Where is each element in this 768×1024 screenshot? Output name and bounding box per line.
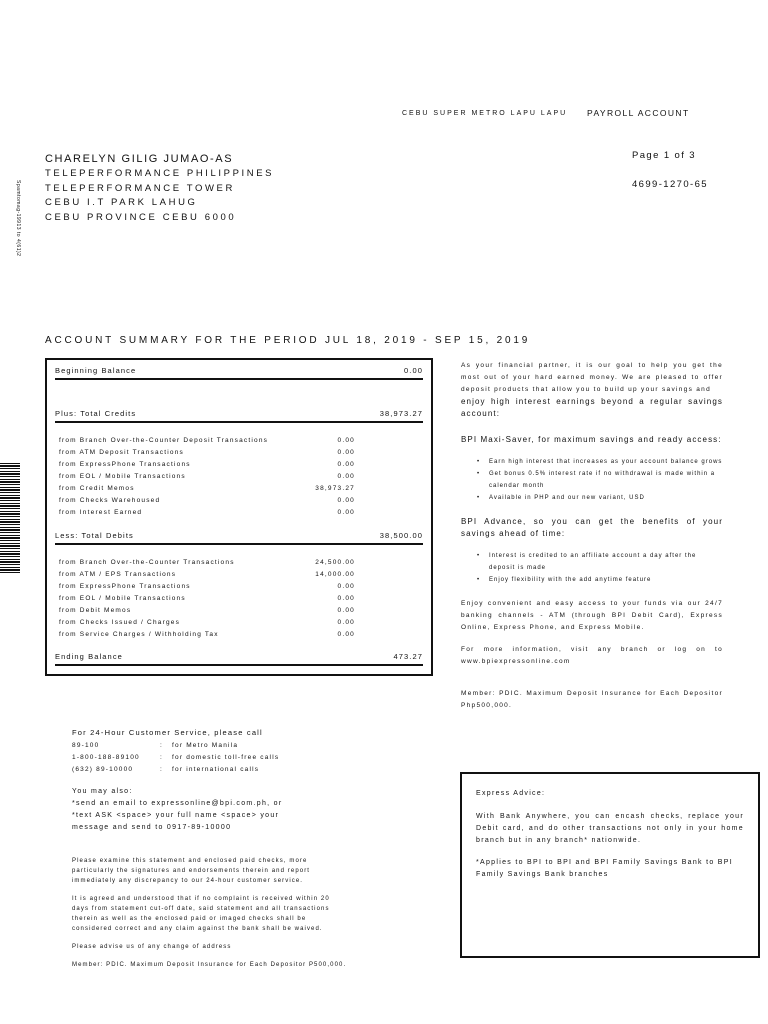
also-label: You may also: bbox=[72, 788, 133, 795]
item-value: 14,000.00 bbox=[315, 571, 355, 578]
page-indicator: Page 1 of 3 bbox=[632, 150, 696, 161]
row-value: 0.00 bbox=[404, 366, 423, 375]
item-value: 0.00 bbox=[337, 509, 355, 516]
divider bbox=[55, 421, 423, 423]
debit-item bbox=[59, 559, 355, 566]
address-line: TELEPERFORMANCE PHILIPPINES bbox=[45, 168, 275, 179]
item-label: from Branch Over-the-Counter Transactions bbox=[59, 559, 235, 566]
fine-print: Please examine this statement and enclosed paid checks, more particularly the signatures and endorsements therein and report immediately any discrepancy to our 24-hour customer service. bbox=[72, 858, 311, 884]
pdic-paragraph: Member: PDIC. Maximum Deposit Insurance for Each Depositor Php500,000. bbox=[461, 690, 723, 709]
service-row bbox=[72, 752, 372, 764]
credit-item bbox=[59, 461, 355, 468]
bullet-item: • Interest is credited to an affiliate account a day after the deposit is made bbox=[461, 550, 723, 574]
item-value: 0.00 bbox=[337, 449, 355, 456]
item-value: 0.00 bbox=[337, 619, 355, 626]
address-line: CEBU I.T PARK LAHUG bbox=[45, 197, 198, 208]
customer-service-block bbox=[72, 728, 372, 970]
item-label: from ATM Deposit Transactions bbox=[59, 449, 184, 456]
maxi-saver-paragraph: BPI Maxi-Saver, for maximum savings and ready access: bbox=[461, 435, 722, 444]
item-label: from Debit Memos bbox=[59, 607, 132, 614]
row-label: Beginning Balance bbox=[55, 366, 137, 375]
credit-item bbox=[59, 509, 355, 516]
debit-item bbox=[59, 607, 355, 614]
bullet-item: • Available in PHP and our new variant, USD bbox=[461, 492, 723, 504]
bullet-item: • Enjoy flexibility with the add anytime feature bbox=[461, 574, 723, 586]
channels-paragraph: Enjoy convenient and easy access to your funds via our 24/7 banking channels - ATM (through BPI Debit Card), Express Online, Express Phone, and Express Mobile. bbox=[461, 600, 723, 631]
fine-print: Please advise us of any change of address bbox=[72, 944, 232, 950]
item-value: 24,500.00 bbox=[315, 559, 355, 566]
express-advice-box bbox=[460, 772, 760, 958]
address-block bbox=[45, 152, 274, 225]
also-line: *send an email to expressonline@bpi.com.ph, or bbox=[72, 800, 283, 807]
item-label: from Checks Warehoused bbox=[59, 497, 161, 504]
item-label: from Interest Earned bbox=[59, 509, 143, 516]
credit-item bbox=[59, 437, 355, 444]
also-line: *text ASK <space> your full name <space> your bbox=[72, 812, 280, 819]
beginning-balance-row bbox=[55, 366, 423, 375]
separator: : bbox=[160, 766, 164, 773]
service-row bbox=[72, 740, 372, 752]
phone-desc: for international calls bbox=[172, 766, 260, 773]
debit-item bbox=[59, 571, 355, 578]
total-debits-row bbox=[55, 531, 423, 540]
item-value: 0.00 bbox=[337, 607, 355, 614]
info-paragraph: For more information, visit any branch or log on to www.bpiexpressonline.com bbox=[461, 646, 723, 665]
row-label: Ending Balance bbox=[55, 652, 123, 661]
total-credits-row bbox=[55, 409, 423, 418]
item-value: 0.00 bbox=[337, 583, 355, 590]
express-paragraph: With Bank Anywhere, you can encash checks, replace your Debit card, and do other transactions not only in your home branch but in any branch* nationwide. bbox=[476, 813, 744, 844]
phone-desc: for domestic toll-free calls bbox=[172, 754, 280, 761]
row-value: 473.27 bbox=[393, 652, 423, 661]
item-label: from ATM / EPS Transactions bbox=[59, 571, 177, 578]
promo-text bbox=[461, 360, 723, 722]
phone-number: 1-800-188-89100 bbox=[72, 754, 140, 761]
account-number: 4699-1270-65 bbox=[632, 179, 708, 190]
item-value: 0.00 bbox=[337, 473, 355, 480]
express-note: *Applies to BPI to BPI and BPI Family Savings Bank to BPI Family Savings Bank branches bbox=[476, 859, 733, 878]
express-title: Express Advice: bbox=[476, 790, 546, 797]
branch-name: CEBU SUPER METRO LAPU LAPU bbox=[402, 110, 568, 117]
item-value: 0.00 bbox=[337, 631, 355, 638]
address-line: TELEPERFORMANCE TOWER bbox=[45, 182, 235, 194]
debit-item bbox=[59, 595, 355, 602]
phone-desc: for Metro Manila bbox=[172, 742, 239, 749]
item-label: from ExpressPhone Transactions bbox=[59, 583, 191, 590]
account-type: PAYROLL ACCOUNT bbox=[587, 108, 690, 118]
divider bbox=[55, 664, 423, 666]
promo-paragraph: enjoy high interest earnings beyond a regular savings account: bbox=[461, 397, 723, 418]
service-row bbox=[72, 764, 372, 776]
item-label: from Service Charges / Withholding Tax bbox=[59, 631, 219, 638]
debit-item bbox=[59, 583, 355, 590]
fine-print: Member: PDIC. Maximum Deposit Insurance for Each Depositor P500,000. bbox=[72, 962, 347, 968]
credit-item bbox=[59, 497, 355, 504]
advance-paragraph: BPI Advance, so you can get the benefits of your savings ahead of time: bbox=[461, 517, 723, 538]
item-label: from Branch Over-the-Counter Deposit Transactions bbox=[59, 437, 269, 444]
fine-print: It is agreed and understood that if no complaint is received within 20 days from statement cut-off date, said statement and all transactions therein as well as the enclosed paid or imaged checks shall be considered correct and any claim against the bank shall be waived. bbox=[72, 896, 330, 932]
item-value: 38,973.27 bbox=[315, 485, 355, 492]
item-label: from Checks Issued / Charges bbox=[59, 619, 181, 626]
phone-number: 89-100 bbox=[72, 742, 100, 749]
item-label: from EOL / Mobile Transactions bbox=[59, 473, 186, 480]
item-label: from EOL / Mobile Transactions bbox=[59, 595, 186, 602]
customer-name: CHARELYN GILIG JUMAO-AS bbox=[45, 153, 234, 165]
summary-title: ACCOUNT SUMMARY FOR THE PERIOD JUL 18, 2019 - SEP 15, 2019 bbox=[45, 335, 531, 346]
separator: : bbox=[160, 754, 164, 761]
row-value: 38,500.00 bbox=[379, 531, 423, 540]
item-value: 0.00 bbox=[337, 437, 355, 444]
divider bbox=[55, 378, 423, 380]
row-label: Plus: Total Credits bbox=[55, 409, 137, 418]
promo-paragraph: As your financial partner, it is our goal to help you get the most out of your hard earned money. We are pleased to offer deposit products that allow you to build up your savings and bbox=[461, 362, 723, 393]
debit-item bbox=[59, 631, 355, 638]
item-value: 0.00 bbox=[337, 461, 355, 468]
bullet-item: • Earn high interest that increases as your account balance grows bbox=[461, 456, 723, 468]
also-line: message and send to 0917-89-10000 bbox=[72, 824, 232, 831]
item-label: from Credit Memos bbox=[59, 485, 135, 492]
item-value: 0.00 bbox=[337, 497, 355, 504]
phone-number: (632) 89-10000 bbox=[72, 766, 134, 773]
barcode-graphic bbox=[0, 463, 20, 573]
service-title: For 24-Hour Customer Service, please call bbox=[72, 728, 263, 737]
ending-balance-row bbox=[55, 652, 423, 661]
account-summary-box bbox=[45, 358, 433, 676]
credit-item bbox=[59, 473, 355, 480]
item-label: from ExpressPhone Transactions bbox=[59, 461, 191, 468]
side-code: Spamtomag-19913 to 4(61)2 bbox=[15, 180, 21, 257]
credit-item bbox=[59, 485, 355, 492]
row-value: 38,973.27 bbox=[379, 409, 423, 418]
credit-item bbox=[59, 449, 355, 456]
bullet-item: • Get bonus 0.5% interest rate if no withdrawal is made within a calendar month bbox=[461, 468, 723, 492]
address-line: CEBU PROVINCE CEBU 6000 bbox=[45, 211, 237, 223]
divider bbox=[55, 543, 423, 545]
separator: : bbox=[160, 742, 164, 749]
item-value: 0.00 bbox=[337, 595, 355, 602]
row-label: Less: Total Debits bbox=[55, 531, 134, 540]
debit-item bbox=[59, 619, 355, 626]
